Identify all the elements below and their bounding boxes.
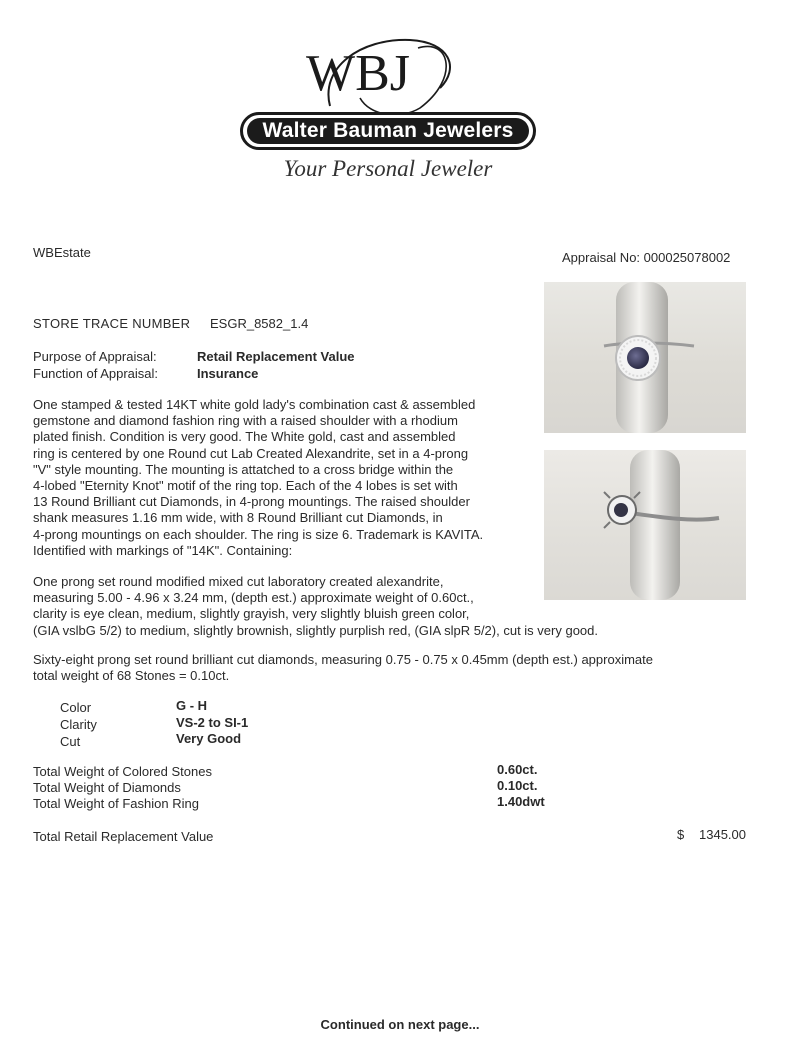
grade-label-color: Color — [60, 700, 92, 715]
diamonds-description — [33, 652, 653, 684]
grade-label-clarity: Clarity — [60, 717, 97, 732]
store-name: WBEstate — [33, 245, 91, 260]
stone-line: measuring 5.00 - 4.96 x 3.24 mm, (depth est.) approximate weight of 0.60ct., — [33, 590, 474, 606]
description-line: 4-prong mountings on each shoulder. The ring is size 6. Trademark is KAVITA. — [33, 526, 484, 542]
wbj-monogram-logo — [300, 28, 470, 118]
total-weight-diamonds-value: 0.10ct. — [497, 778, 538, 793]
description-line: 4-lobed "Eternity Knot" motif of the ring top. Each of the 4 lobes is set with — [33, 478, 458, 494]
stone-line: Sixty-eight prong set round brilliant cut diamonds, measuring 0.75 - 0.75 x 0.45mm (depth est.) approximate — [33, 652, 653, 667]
grade-value-color: G - H — [176, 698, 208, 713]
ring-side-view-image — [544, 450, 746, 600]
total-weight-ring-label: Total Weight of Fashion Ring — [33, 796, 199, 811]
stone-line: (GIA vslbG 5/2) to medium, slightly brownish, slightly purplish red, (GIA slpR 5/2), cut is very good. — [33, 622, 598, 638]
alexandrite-description — [33, 574, 598, 639]
stone-line: clarity is eye clean, medium, slightly grayish, very slightly bluish green color, — [33, 606, 470, 622]
description-line: gemstone and diamond fashion ring with a raised shoulder with a rhodium — [33, 413, 458, 429]
purpose-value: Retail Replacement Value — [197, 349, 355, 364]
purpose-label: Purpose of Appraisal: — [33, 349, 157, 364]
grade-value-cut: Very Good — [176, 731, 242, 746]
ring-top-view-image — [544, 282, 746, 433]
total-value-currency: $ — [677, 827, 685, 842]
store-trace-label: STORE TRACE NUMBER — [33, 316, 191, 331]
description-line: shank measures 1.16 mm wide, with 8 Round Brilliant cut Diamonds, in — [33, 510, 443, 526]
function-label: Function of Appraisal: — [33, 366, 159, 381]
total-value-amount: 1345.00 — [699, 827, 746, 842]
tagline: Your Personal Jeweler — [283, 156, 493, 181]
grade-value-clarity: VS-2 to SI-1 — [176, 715, 249, 730]
total-value-label: Total Retail Replacement Value — [33, 829, 214, 844]
total-weight-diamonds-label: Total Weight of Diamonds — [33, 780, 181, 795]
ring-description — [33, 397, 483, 559]
grade-label-cut: Cut — [60, 734, 81, 749]
description-line: ring is centered by one Round cut Lab Created Alexandrite, set in a 4-prong — [33, 445, 469, 461]
description-line: Identified with markings of "14K". Containing: — [33, 542, 293, 558]
stone-line: One prong set round modified mixed cut laboratory created alexandrite, — [33, 574, 444, 589]
appraisal-number: Appraisal No: 000025078002 — [562, 250, 731, 265]
continued-notice: Continued on next page... — [320, 1017, 480, 1032]
description-line: One stamped & tested 14KT white gold lady's combination cast & assembled — [33, 397, 476, 412]
stone-line: total weight of 68 Stones = 0.10ct. — [33, 668, 230, 684]
total-weight-colored-stones-label: Total Weight of Colored Stones — [33, 764, 212, 779]
store-trace-value: ESGR_8582_1.4 — [210, 316, 309, 331]
ring-photo-side-view — [544, 450, 746, 600]
ring-photo-top-view — [544, 282, 746, 433]
function-value: Insurance — [197, 366, 259, 381]
total-weight-ring-value: 1.40dwt — [497, 794, 545, 809]
total-weight-colored-stones-value: 0.60ct. — [497, 762, 538, 777]
company-name: Walter Bauman Jewelers — [247, 118, 529, 144]
description-line: "V" style mounting. The mounting is attatched to a cross bridge within the — [33, 461, 454, 477]
description-line: plated finish. Condition is very good. The White gold, cast and assembled — [33, 429, 456, 445]
description-line: 13 Round Brilliant cut Diamonds, in 4-prong mountings. The raised shoulder — [33, 494, 470, 510]
monogram-text: WBJ — [306, 45, 410, 102]
company-name-plate — [240, 112, 536, 150]
